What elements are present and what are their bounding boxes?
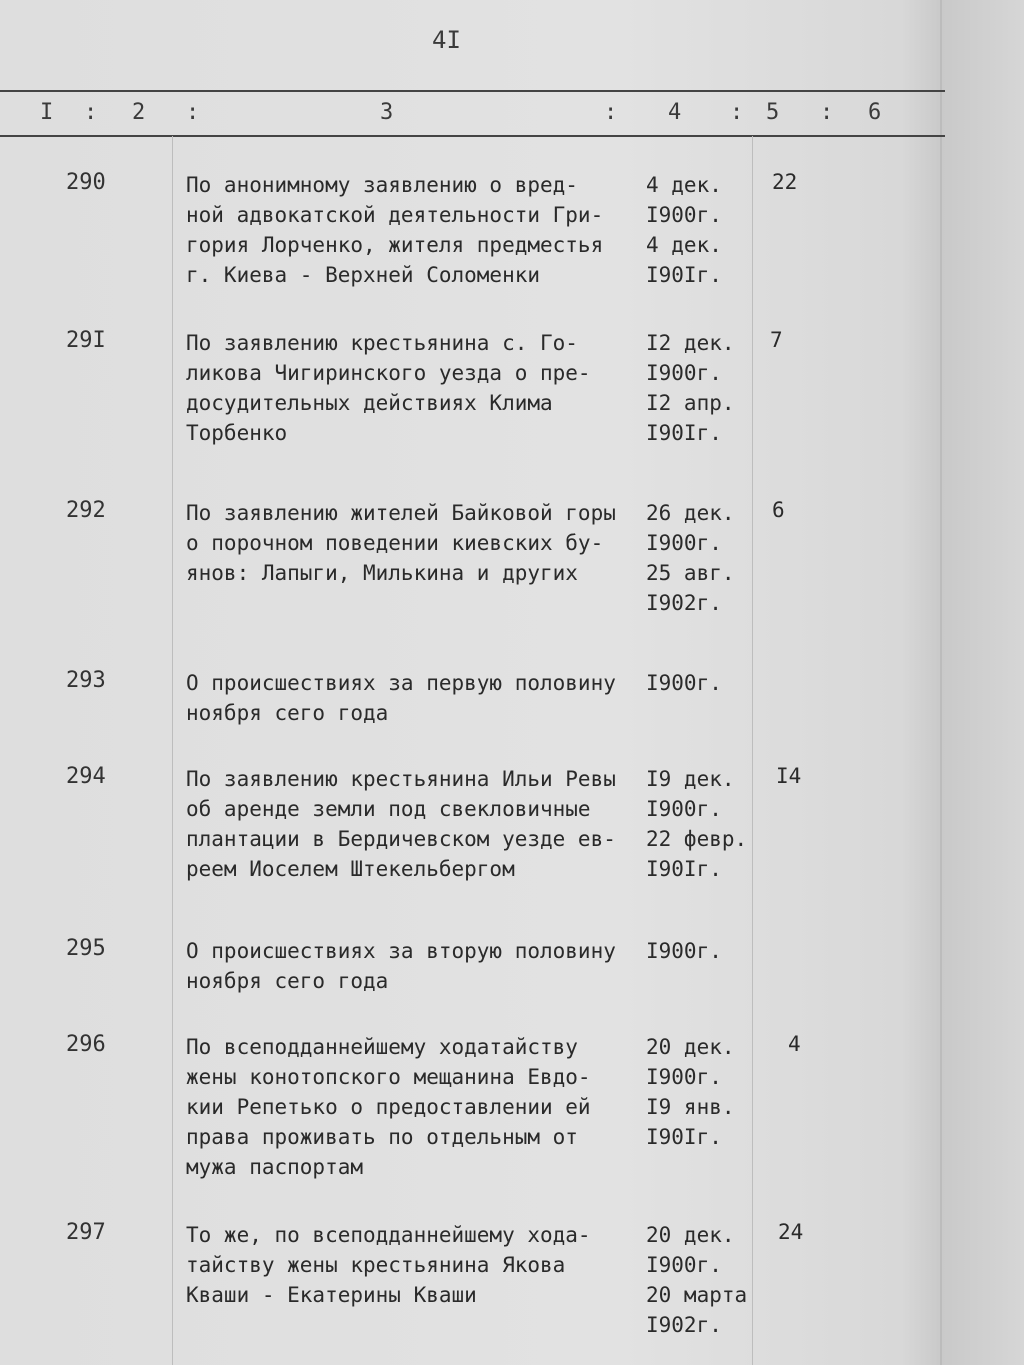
description-line: кии Репетько о предоставлении ей bbox=[186, 1095, 591, 1119]
column-divider bbox=[752, 136, 753, 1365]
header-col-2: 2 bbox=[132, 100, 146, 125]
date-line: I2 апр. bbox=[646, 391, 735, 415]
date-line: I90Iг. bbox=[646, 263, 722, 287]
entry-number: 295 bbox=[66, 936, 106, 961]
sheet-count: 6 bbox=[772, 498, 785, 522]
entry-number: 292 bbox=[66, 498, 106, 523]
description-line: Кваши - Екатерины Кваши bbox=[186, 1283, 477, 1307]
header-sep: : bbox=[186, 100, 200, 125]
entry-number: 294 bbox=[66, 764, 106, 789]
entry-number: 293 bbox=[66, 668, 106, 693]
sheet-count: I4 bbox=[776, 764, 802, 788]
entry-dates bbox=[646, 328, 756, 448]
date-line: I9 дек. bbox=[646, 767, 735, 791]
date-line: 20 марта bbox=[646, 1283, 748, 1307]
date-line: I900г. bbox=[646, 361, 722, 385]
sheet-count: 22 bbox=[772, 170, 798, 194]
date-line: 25 авг. bbox=[646, 561, 735, 585]
description-line: О происшествиях за вторую половину bbox=[186, 939, 616, 963]
description-line: реем Иоселем Штекельбергом bbox=[186, 857, 515, 881]
entry-description bbox=[186, 936, 636, 996]
entry-description bbox=[186, 498, 636, 588]
date-line: I902г. bbox=[646, 591, 722, 615]
date-line: I90Iг. bbox=[646, 857, 722, 881]
date-line: 20 дек. bbox=[646, 1223, 735, 1247]
description-line: янов: Лапыги, Милькина и других bbox=[186, 561, 578, 585]
description-line: жены конотопского мещанина Евдо- bbox=[186, 1065, 591, 1089]
sheet-count: 7 bbox=[770, 328, 783, 352]
date-line: I900г. bbox=[646, 203, 722, 227]
date-line: I900г. bbox=[646, 1065, 722, 1089]
description-line: ликова Чигиринского уезда о пре- bbox=[186, 361, 591, 385]
entry-dates bbox=[646, 498, 756, 618]
header-sep: : bbox=[84, 100, 98, 125]
description-line: По заявлению крестьянина Ильи Ревы bbox=[186, 767, 616, 791]
description-line: плантации в Бердичевском уезде ев- bbox=[186, 827, 616, 851]
header-col-4: 4 bbox=[668, 100, 682, 125]
sheet-count: 4 bbox=[788, 1032, 801, 1056]
description-line: Торбенко bbox=[186, 421, 288, 445]
description-line: об аренде земли под свекловичные bbox=[186, 797, 591, 821]
page-edge bbox=[940, 0, 942, 1365]
date-line: 4 дек. bbox=[646, 233, 722, 257]
entry-dates bbox=[646, 170, 756, 290]
description-line: По анонимному заявлению о вред- bbox=[186, 173, 578, 197]
description-line: тайству жены крестьянина Якова bbox=[186, 1253, 566, 1277]
entry-description bbox=[186, 1220, 636, 1310]
description-line: ноября сего года bbox=[186, 701, 389, 725]
entry-description bbox=[186, 170, 636, 290]
date-line: 22 февр. bbox=[646, 827, 748, 851]
date-line: I900г. bbox=[646, 531, 722, 555]
sheet-count: 24 bbox=[778, 1220, 804, 1244]
date-line: 4 дек. bbox=[646, 173, 722, 197]
entry-description bbox=[186, 328, 636, 448]
entry-number: 290 bbox=[66, 170, 106, 195]
description-line: о порочном поведении киевских бу- bbox=[186, 531, 604, 555]
entry-description bbox=[186, 1032, 636, 1182]
page-number: 4I bbox=[432, 26, 461, 54]
description-line: О происшествиях за первую половину bbox=[186, 671, 616, 695]
date-line: I902г. bbox=[646, 1313, 722, 1337]
date-line: I90Iг. bbox=[646, 421, 722, 445]
entry-description bbox=[186, 668, 636, 728]
entry-description bbox=[186, 764, 636, 884]
header-col-6: 6 bbox=[868, 100, 882, 125]
description-line: досудительных действиях Клима bbox=[186, 391, 553, 415]
entry-dates bbox=[646, 764, 756, 884]
header-rule-top bbox=[0, 90, 945, 92]
header-col-3: 3 bbox=[380, 100, 394, 125]
entry-dates bbox=[646, 668, 756, 698]
description-line: То же, по всеподданнейшему хода- bbox=[186, 1223, 591, 1247]
date-line: I900г. bbox=[646, 671, 722, 695]
entry-number: 296 bbox=[66, 1032, 106, 1057]
date-line: I900г. bbox=[646, 1253, 722, 1277]
entry-dates bbox=[646, 936, 756, 966]
description-line: права проживать по отдельным от bbox=[186, 1125, 578, 1149]
entry-dates bbox=[646, 1220, 756, 1340]
description-line: ноября сего года bbox=[186, 969, 389, 993]
header-sep: : bbox=[820, 100, 834, 125]
header-col-5: 5 bbox=[766, 100, 780, 125]
header-col-1: I bbox=[40, 100, 54, 125]
entry-number: 29I bbox=[66, 328, 106, 353]
date-line: I900г. bbox=[646, 797, 722, 821]
description-line: г. Киева - Верхней Соломенки bbox=[186, 263, 541, 287]
header-sep: : bbox=[604, 100, 618, 125]
column-divider bbox=[172, 136, 173, 1365]
description-line: ной адвокатской деятельности Гри- bbox=[186, 203, 604, 227]
header-sep: : bbox=[730, 100, 744, 125]
entry-dates bbox=[646, 1032, 756, 1152]
date-line: 20 дек. bbox=[646, 1035, 735, 1059]
description-line: По заявлению жителей Байковой горы bbox=[186, 501, 616, 525]
description-line: По заявлению крестьянина с. Го- bbox=[186, 331, 578, 355]
entry-number: 297 bbox=[66, 1220, 106, 1245]
date-line: 26 дек. bbox=[646, 501, 735, 525]
date-line: I900г. bbox=[646, 939, 722, 963]
date-line: I90Iг. bbox=[646, 1125, 722, 1149]
date-line: I9 янв. bbox=[646, 1095, 735, 1119]
header-rule-bottom bbox=[0, 135, 945, 137]
date-line: I2 дек. bbox=[646, 331, 735, 355]
description-line: По всеподданнейшему ходатайству bbox=[186, 1035, 578, 1059]
description-line: гория Лорченко, жителя предместья bbox=[186, 233, 604, 257]
description-line: мужа паспортам bbox=[186, 1155, 364, 1179]
